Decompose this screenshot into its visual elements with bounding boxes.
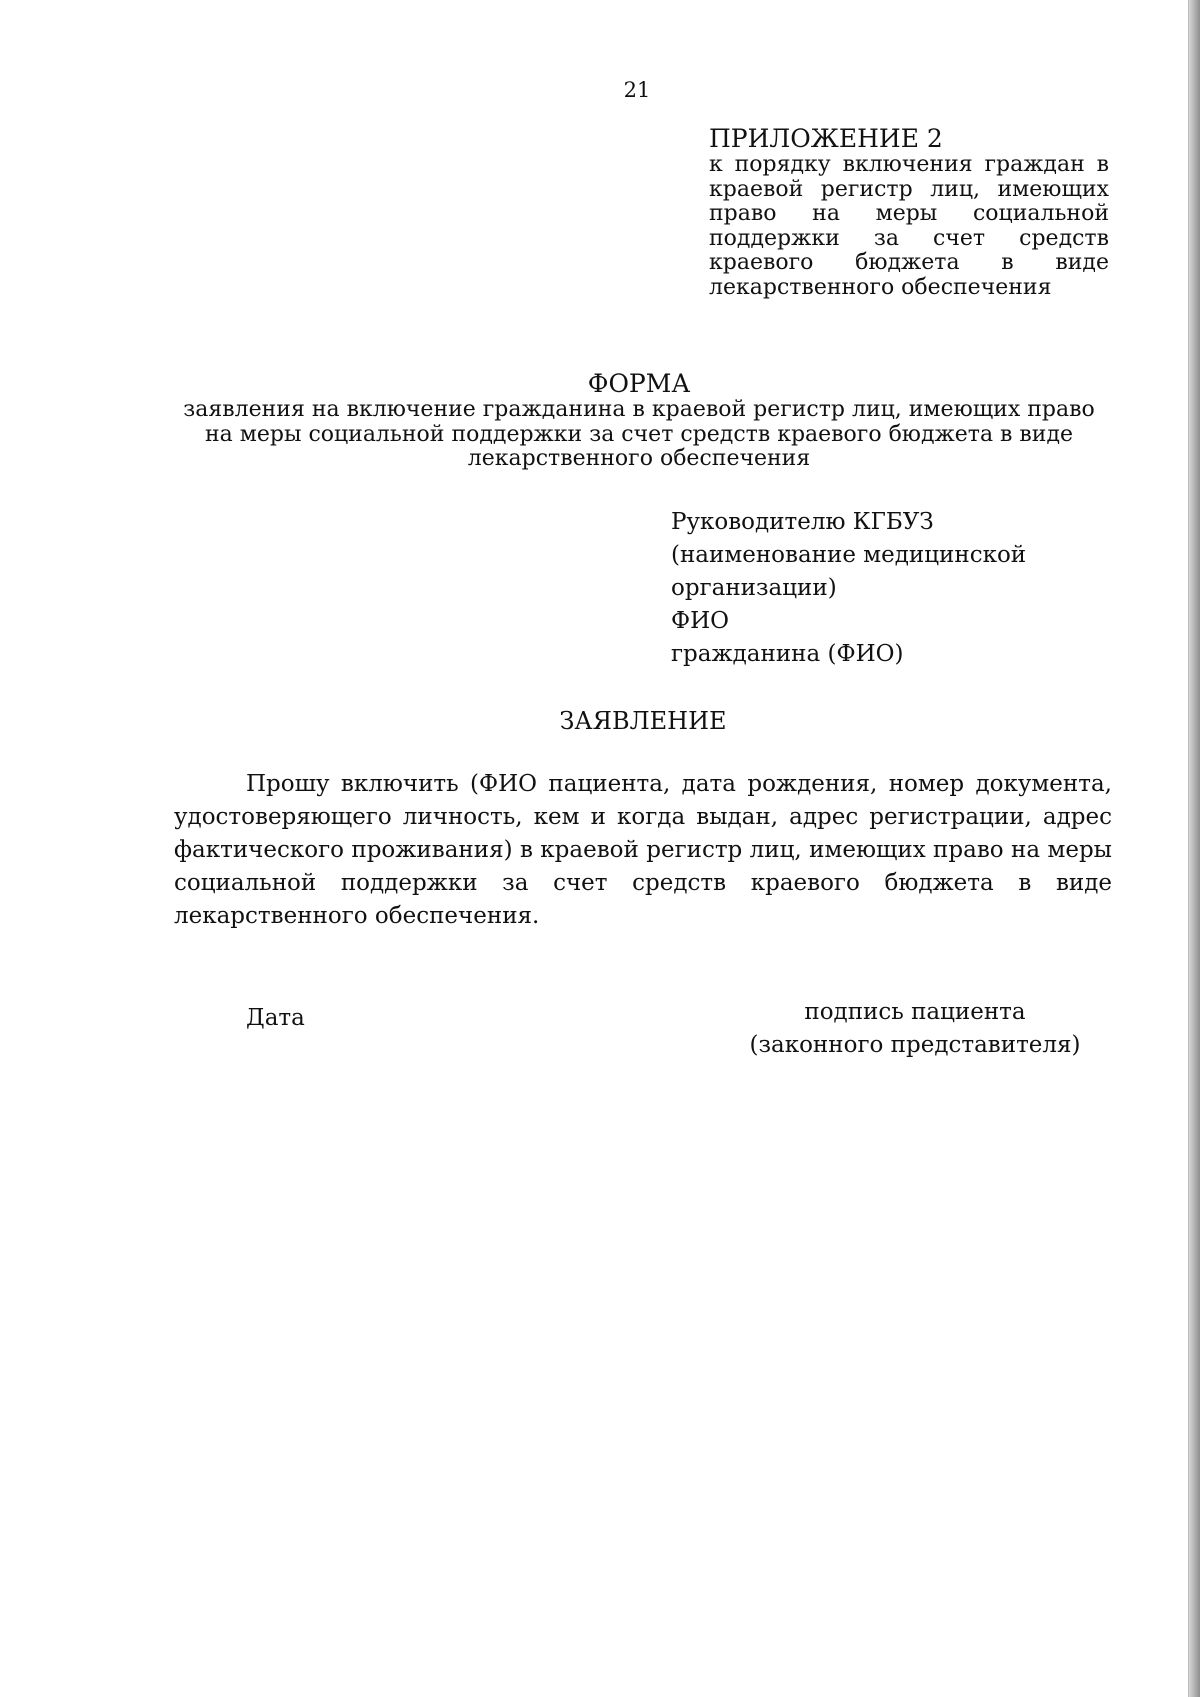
page-edge-shadow xyxy=(1189,0,1200,1697)
addressee-line: Руководителю КГБУЗ xyxy=(671,509,934,535)
statement-body: Прошу включить (ФИО пациента, дата рождения, номер документа, удостоверяющего личность, кем и когда выдан, адрес регистрации, адрес фактического проживания) в краевой регистр лиц, имеющих право на меры социальной поддержки за счет средств краевого бюджета в виде лекарственного обеспечения. xyxy=(174,771,1112,929)
form-subtitle-line: на меры социальной поддержки за счет средств краевого бюджета в виде xyxy=(204,421,1074,447)
annex-title: ПРИЛОЖЕНИЕ 2 xyxy=(709,124,943,153)
annex-text: к порядку включения граждан в краевой регистр лиц, имеющих право на меры социальной поддержки за счет средств краевого бюджета в виде лекарственного обеспечения xyxy=(709,152,1109,300)
addressee-line: (наименование медицинской xyxy=(671,542,1027,568)
form-subtitle-line: лекарственного обеспечения xyxy=(467,446,811,471)
signature-block xyxy=(700,996,1130,1062)
signature-line: подпись пациента xyxy=(804,999,1026,1025)
addressee-line: гражданина (ФИО) xyxy=(671,641,904,667)
form-heading xyxy=(168,370,1110,472)
date-label: Дата xyxy=(246,1005,305,1031)
addressee-line: ФИО xyxy=(671,608,730,634)
annex-block xyxy=(709,125,1109,300)
form-subtitle-line: заявления на включение гражданина в краевой регистр лиц, имеющих право xyxy=(183,397,1095,422)
form-title: ФОРМА xyxy=(587,369,691,398)
signature-line: (законного представителя) xyxy=(749,1032,1081,1058)
addressee-block xyxy=(671,506,1051,671)
addressee-line: организации) xyxy=(671,575,837,601)
statement-title: ЗАЯВЛЕНИЕ xyxy=(559,707,727,735)
page-number: 21 xyxy=(623,78,651,102)
